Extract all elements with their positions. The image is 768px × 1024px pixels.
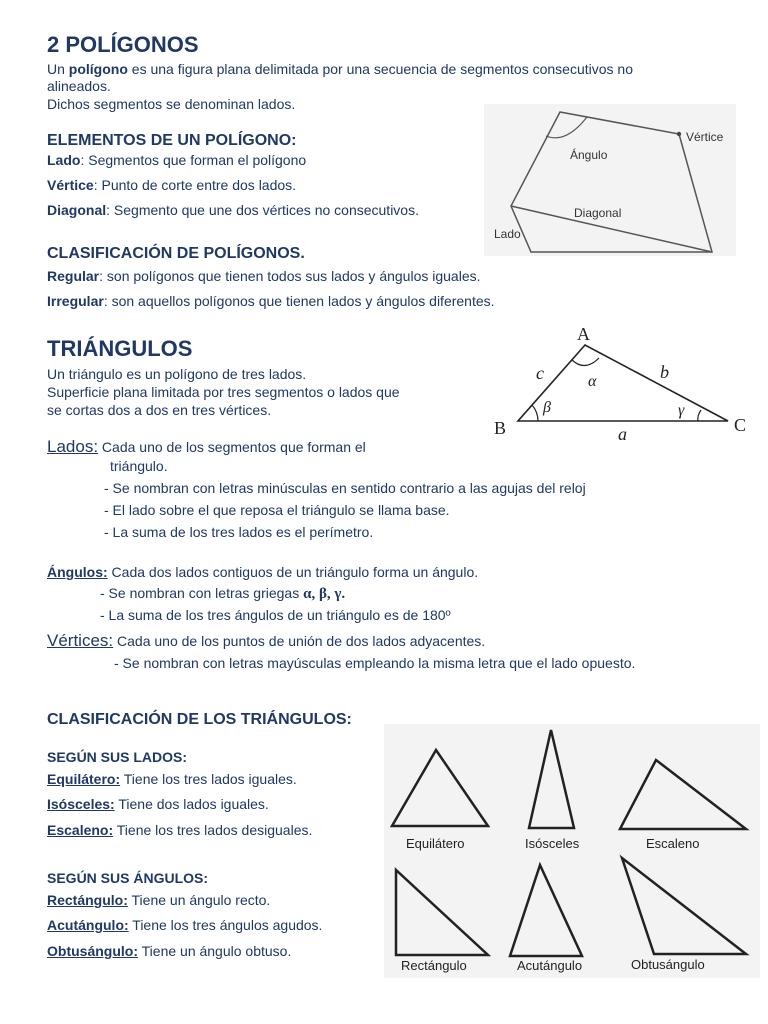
side-term: Equilátero: <box>47 771 121 787</box>
polygon-shape <box>511 112 712 252</box>
intro-pre: Un <box>47 61 69 77</box>
angulos-bullet-2: - La suma de los tres ángulos de un triángulo es de 180º <box>100 607 451 623</box>
label-rectangulo: Rectángulo <box>401 958 467 973</box>
vertex-A: A <box>577 324 590 344</box>
classification-title: CLASIFICACIÓN DE POLÍGONOS. <box>47 245 305 262</box>
class-item-regular <box>47 268 481 284</box>
vertices-line <box>47 631 485 651</box>
tri-class-title: CLASIFICACIÓN DE LOS TRIÁNGULOS: <box>47 711 352 728</box>
intro-post: es una figura plana delimitada por una secuencia de segmentos consecutivos no <box>127 61 633 77</box>
triangles-intro-1: Un triángulo es un polígono de tres lados. <box>47 366 307 382</box>
polygon-diagram <box>484 104 736 256</box>
angle-item-acutangulo <box>47 917 322 933</box>
intro-line-1 <box>47 61 633 77</box>
lados-bullet-3: - La suma de los tres lados es el perímetro. <box>104 524 374 540</box>
label-acutangulo: Acutángulo <box>517 958 583 973</box>
side-c: c <box>536 363 544 383</box>
class-text: : son aquellos polígonos que tienen lados y ángulos diferentes. <box>103 293 495 309</box>
angulos-line <box>47 564 478 580</box>
intro-line-2: alineados. <box>47 78 111 94</box>
angle-label: Ángulo <box>570 148 608 162</box>
intro-line-3: Dichos segmentos se denominan lados. <box>47 96 296 112</box>
side-term: Isósceles: <box>47 796 115 812</box>
intro-bold: polígono <box>68 61 128 77</box>
class-item-irregular <box>47 293 495 309</box>
label-equilatero: Equilátero <box>406 836 465 851</box>
side-label: Lado <box>494 227 521 241</box>
angulos-bullet-1 <box>100 585 345 603</box>
side-b: b <box>660 362 669 382</box>
triangle-types-diagram <box>384 724 760 978</box>
label-escaleno: Escaleno <box>646 836 700 851</box>
elements-title: ELEMENTOS DE UN POLÍGONO: <box>47 132 297 149</box>
beta-arc <box>532 405 538 421</box>
lados-term: Lados: <box>47 437 99 456</box>
class-text: : son polígonos que tienen todos sus lados y ángulos iguales. <box>99 268 481 284</box>
lados-bullet-2: - El lado sobre el que reposa el triángulo se llama base. <box>104 502 450 518</box>
class-term: Irregular <box>47 293 104 309</box>
element-text: : Segmentos que forman el polígono <box>80 152 307 168</box>
label-obtusangulo: Obtusángulo <box>631 957 705 972</box>
angle-beta: β <box>543 399 551 416</box>
element-term: Diagonal <box>47 202 107 218</box>
angle-term: Rectángulo: <box>47 892 128 908</box>
acute-triangle <box>510 865 582 956</box>
vertex-B: B <box>494 418 507 438</box>
polygon-figure <box>484 104 736 256</box>
side-item-equilatero <box>47 771 297 787</box>
side-text: Tiene dos lados iguales. <box>114 796 269 812</box>
scalene-triangle <box>620 760 746 829</box>
lados-line <box>47 437 366 457</box>
angles-title: SEGÚN SUS ÁNGULOS: <box>47 870 209 886</box>
equilateral-triangle <box>392 750 488 826</box>
element-term: Vértice <box>47 177 94 193</box>
element-item-lado <box>47 152 306 168</box>
vertices-term: Vértices: <box>47 631 114 650</box>
sides-title: SEGÚN SUS LADOS: <box>47 749 188 765</box>
lados-text: Cada uno de los segmentos que forman el <box>98 439 366 455</box>
vertex-label: Vértice <box>686 130 724 144</box>
element-text: : Punto de corte entre dos lados. <box>93 177 297 193</box>
lados-bullet-1: - Se nombran con letras minúsculas en sentido contrario a las agujas del reloj <box>104 480 586 496</box>
angle-alpha: α <box>588 373 597 390</box>
angle-text: Tiene un ángulo recto. <box>127 892 271 908</box>
angle-term: Obtusángulo: <box>47 943 138 959</box>
angle-text: Tiene los tres ángulos agudos. <box>128 917 323 933</box>
vertex-C: C <box>734 415 747 435</box>
section-title: 2 POLÍGONOS <box>47 32 199 57</box>
diagonal-label: Diagonal <box>574 206 622 220</box>
lados-text-2: triángulo. <box>110 458 168 474</box>
gamma-arc <box>698 410 701 421</box>
isosceles-triangle <box>529 730 574 828</box>
element-term: Lado <box>47 152 81 168</box>
side-item-isosceles <box>47 796 269 812</box>
vertices-text: Cada uno de los puntos de unión de dos lados adyacentes. <box>113 633 486 649</box>
obtuse-triangle <box>622 858 746 954</box>
angle-item-obtusangulo <box>47 943 291 959</box>
triangles-intro-3: se cortas dos a dos en tres vértices. <box>47 402 272 418</box>
triangle-diagram <box>488 320 758 450</box>
angle-term: Acutángulo: <box>47 917 129 933</box>
angle-item-rectangulo <box>47 892 270 908</box>
angulos-b1-pre: - Se nombran con letras griegas <box>100 585 304 601</box>
element-text: : Segmento que une dos vértices no consecutivos. <box>106 202 419 218</box>
side-text: Tiene los tres lados iguales. <box>120 771 297 787</box>
angulos-text: Cada dos lados contiguos de un triángulo forma un ángulo. <box>107 564 479 580</box>
angle-gamma: γ <box>678 402 685 419</box>
alpha-arc <box>572 358 599 366</box>
side-text: Tiene los tres lados desiguales. <box>113 822 313 838</box>
side-a: a <box>618 424 627 444</box>
element-item-vertice <box>47 177 296 193</box>
greek-letters: α, β, γ. <box>303 586 346 602</box>
element-item-diagonal <box>47 202 419 218</box>
triangles-title: TRIÁNGULOS <box>47 336 193 361</box>
side-item-escaleno <box>47 822 312 838</box>
angulos-term: Ángulos: <box>47 564 108 580</box>
vertex-dot <box>677 132 681 136</box>
side-term: Escaleno: <box>47 822 114 838</box>
angle-text: Tiene un ángulo obtuso. <box>138 943 292 959</box>
triangles-intro-2: Superficie plana limitada por tres segmentos o lados que <box>47 384 400 400</box>
vertices-bullet-1: - Se nombran con letras mayúsculas empleando la misma letra que el lado opuesto. <box>114 655 636 671</box>
triangle-types-figure <box>384 724 760 978</box>
class-term: Regular <box>47 268 100 284</box>
label-isosceles: Isósceles <box>525 836 580 851</box>
right-triangle <box>396 870 488 955</box>
